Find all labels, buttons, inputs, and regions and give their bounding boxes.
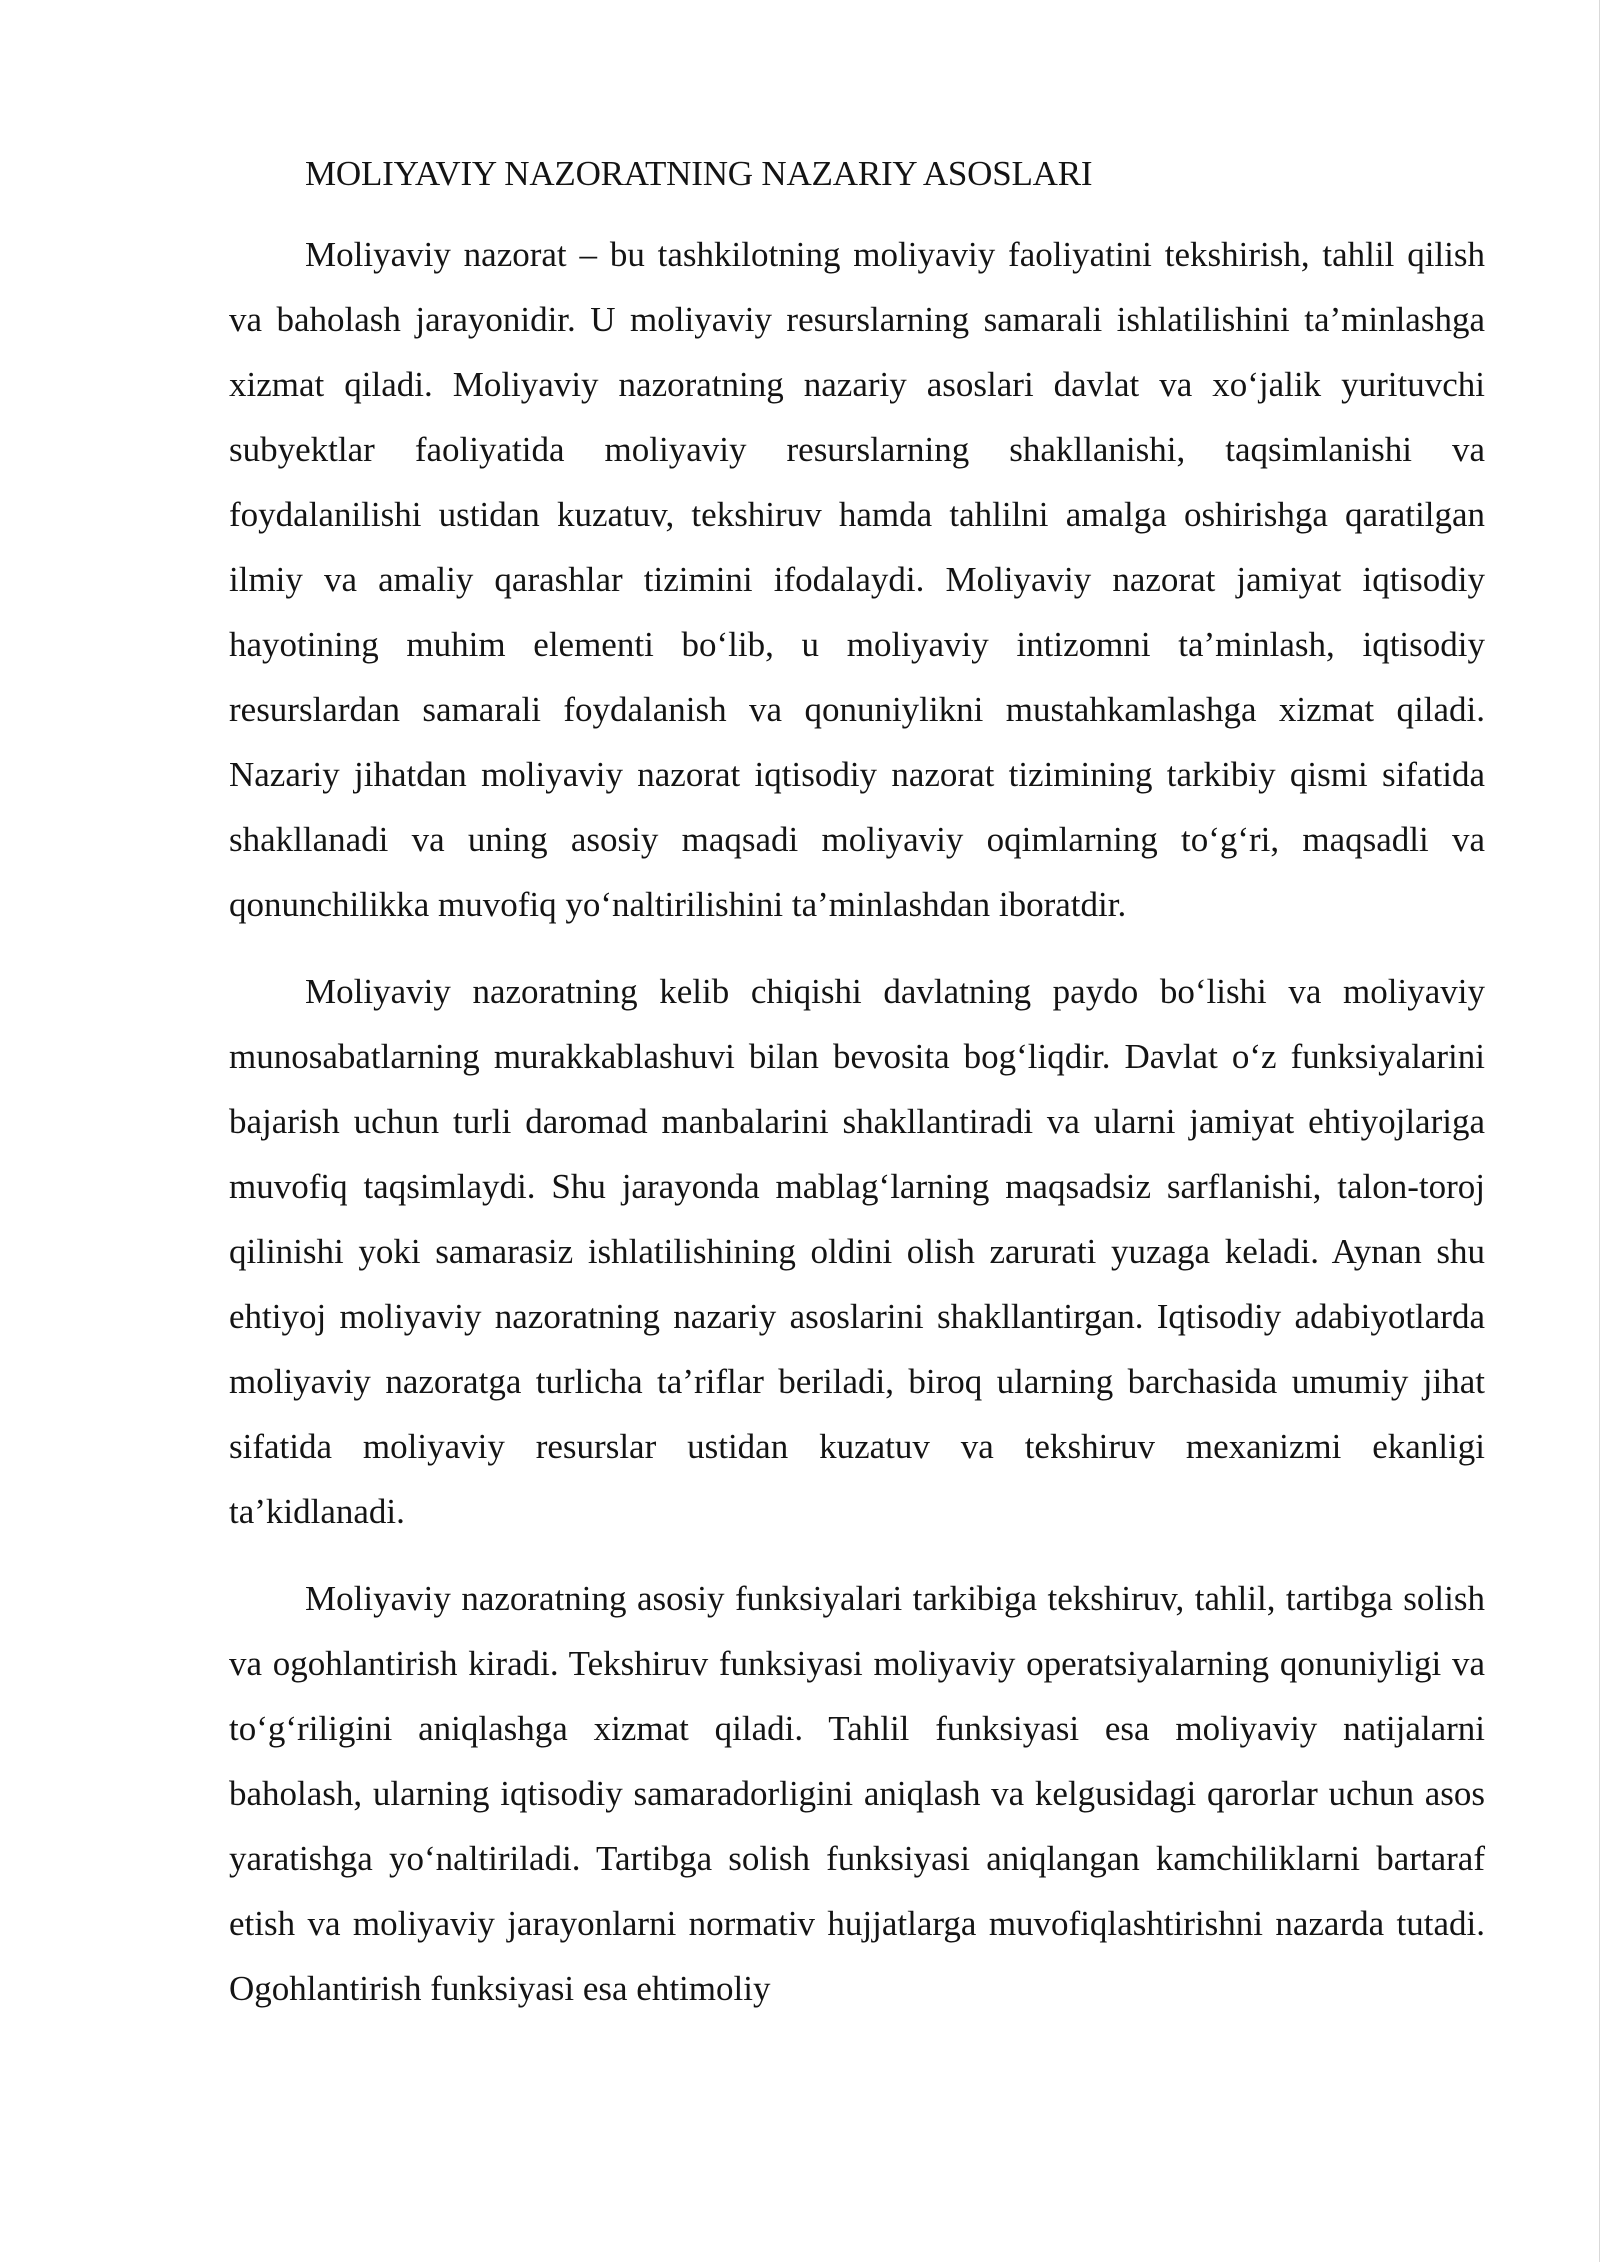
paragraph-1: Moliyaviy nazorat – bu tashkilotning moliyaviy faoliyatini tekshirish, tahlil qilish va baholash jarayonidir. U moliyaviy resurslarning samarali ishlatilishini ta’minlashga xizmat qiladi. Moliyaviy nazoratning nazariy asoslari davlat va xo‘jalik yurituvchi subyektlar faoliyatida moliyaviy resurslarning shakllanishi, taqsimlanishi va foydalanilishi ustidan kuzatuv, tekshiruv hamda tahlilni amalga oshirishga qaratilgan ilmiy va amaliy qarashlar tizimini ifodalaydi. Moliyaviy nazorat jamiyat iqtisodiy hayotining muhim elementi bo‘lib, u moliyaviy intizomni ta’minlash, iqtisodiy resurslardan samarali foydalanish va qonuniylikni mustahkamlashga xizmat qiladi. Nazariy jihatdan moliyaviy nazorat iqtisodiy nazorat tizimining tarkibiy qismi sifatida shakllanadi va uning asosiy maqsadi moliyaviy oqimlarning to‘g‘ri, maqsadli va qonunchilikka muvofiq yo‘naltirilishini ta’minlashdan iboratdir. — [229, 235, 1485, 924]
paragraph-3: Moliyaviy nazoratning asosiy funksiyalari tarkibiga tekshiruv, tahlil, tartibga solish va ogohlantirish kiradi. Tekshiruv funksiyasi moliyaviy operatsiyalarning qonuniyligi va to‘g‘riligini aniqlashga xizmat qiladi. Tahlil funksiyasi esa moliyaviy natijalarni baholash, ularning iqtisodiy samaradorligini aniqlash va kelgusidagi qarorlar uchun asos yaratishga yo‘naltiriladi. Tartibga solish funksiyasi aniqlangan kamchiliklarni bartaraf etish va moliyaviy jarayonlarni normativ hujjatlarga muvofiqlashtirishni nazarda tutadi. Ogohlantirish funksiyasi esa ehtimoliy — [229, 1579, 1485, 2008]
document-body — [229, 148, 1485, 2043]
document-heading: MOLIYAVIY NAZORATNING NAZARIY ASOSLARI — [305, 154, 1093, 193]
paragraph-2: Moliyaviy nazoratning kelib chiqishi davlatning paydo bo‘lishi va moliyaviy munosabatlarning murakkablashuvi bilan bevosita bog‘liqdir. Davlat o‘z funksiyalarini bajarish uchun turli daromad manbalarini shakllantiradi va ularni jamiyat ehtiyojlariga muvofiq taqsimlaydi. Shu jarayonda mablag‘larning maqsadsiz sarflanishi, talon-toroj qilinishi yoki samarasiz ishlatilishining oldini olish zarurati yuzaga keladi. Aynan shu ehtiyoj moliyaviy nazoratning nazariy asoslarini shakllantirgan. Iqtisodiy adabiyotlarda moliyaviy nazoratga turlicha ta’riflar beriladi, biroq ularning barchasida umumiy jihat sifatida moliyaviy resurslar ustidan kuzatuv va tekshiruv mexanizmi ekanligi ta’kidlanadi. — [229, 972, 1485, 1531]
